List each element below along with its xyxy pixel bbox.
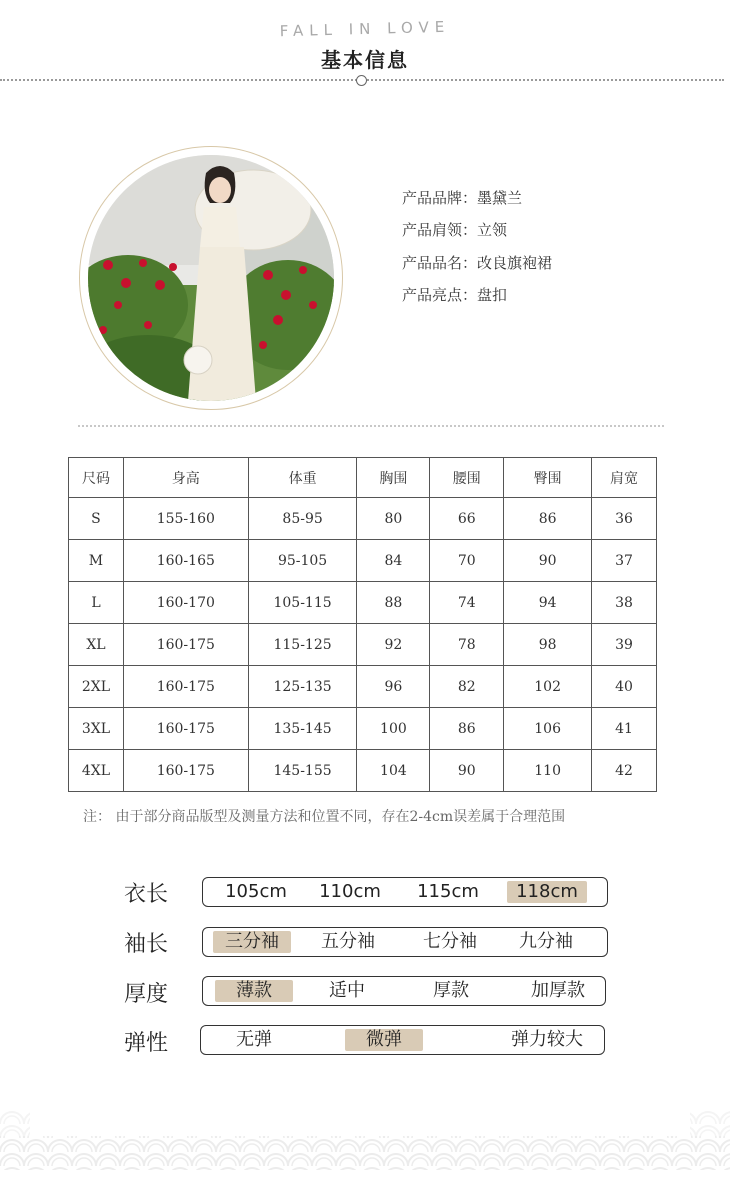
table-cell: 160-175: [123, 750, 248, 792]
table-cell: XL: [69, 624, 124, 666]
table-cell: 94: [504, 582, 592, 624]
table-row: [69, 708, 657, 750]
table-cell: 98: [504, 624, 592, 666]
table-cell: 38: [592, 582, 657, 624]
thickness-option: 适中: [329, 980, 365, 1001]
info-row-name: [402, 252, 552, 273]
sleeve-option: 七分袖: [423, 931, 477, 952]
table-cell: 160-165: [123, 540, 248, 582]
table-cell: 96: [357, 666, 430, 708]
table-cell: 125-135: [248, 666, 357, 708]
table-cell: 104: [357, 750, 430, 792]
table-cell: 82: [430, 666, 504, 708]
table-cell: 135-145: [248, 708, 357, 750]
elasticity-option: 无弹: [236, 1029, 272, 1050]
table-cell: 66: [430, 498, 504, 540]
elasticity-option: 弹力较大: [511, 1029, 583, 1050]
info-label: 产品品名：: [402, 254, 478, 272]
sleeve-option-selected: 三分袖: [213, 931, 291, 953]
table-cell: 78: [430, 624, 504, 666]
section-divider: [78, 425, 664, 427]
table-cell: M: [69, 540, 124, 582]
divider-circle-ornament: [356, 75, 367, 86]
table-cell: 160-170: [123, 582, 248, 624]
column-header: 胸围: [357, 458, 430, 498]
table-cell: 39: [592, 624, 657, 666]
elasticity-option-selected: 微弹: [345, 1029, 423, 1051]
length-option: 115cm: [417, 881, 479, 902]
table-cell: 155-160: [123, 498, 248, 540]
table-cell: 4XL: [69, 750, 124, 792]
table-cell: 102: [504, 666, 592, 708]
attr-label-thickness: 厚度: [124, 982, 169, 1007]
attr-label-length: 衣长: [124, 882, 169, 907]
info-value: 改良旗袍裙: [477, 254, 553, 272]
table-cell: 84: [357, 540, 430, 582]
table-cell: 105-115: [248, 582, 357, 624]
table-cell: 86: [430, 708, 504, 750]
table-cell: 160-175: [123, 624, 248, 666]
table-cell: 160-175: [123, 708, 248, 750]
product-photo: [88, 155, 334, 401]
table-cell: 100: [357, 708, 430, 750]
thickness-option-selected: 薄款: [215, 980, 293, 1002]
table-cell: 42: [592, 750, 657, 792]
column-header: 身高: [123, 458, 248, 498]
thickness-option: 加厚款: [531, 980, 585, 1001]
table-cell: S: [69, 498, 124, 540]
sleeve-option: 五分袖: [321, 931, 375, 952]
length-option: 105cm: [225, 881, 287, 902]
info-label: 产品亮点：: [402, 286, 478, 304]
column-header: 体重: [248, 458, 357, 498]
table-cell: 90: [430, 750, 504, 792]
table-row: [69, 666, 657, 708]
length-option: 110cm: [319, 881, 381, 902]
table-cell: 40: [592, 666, 657, 708]
table-row: [69, 540, 657, 582]
table-header-row: [69, 458, 657, 498]
table-row: [69, 498, 657, 540]
attr-label-sleeve: 袖长: [124, 932, 169, 957]
table-cell: 41: [592, 708, 657, 750]
info-value: 盘扣: [477, 286, 508, 304]
info-label: 产品肩领：: [402, 221, 478, 239]
table-cell: 36: [592, 498, 657, 540]
page-title: 基本信息: [321, 48, 409, 72]
column-header: 尺码: [69, 458, 124, 498]
table-cell: 90: [504, 540, 592, 582]
table-cell: 70: [430, 540, 504, 582]
table-cell: 80: [357, 498, 430, 540]
table-cell: 86: [504, 498, 592, 540]
table-row: [69, 582, 657, 624]
column-header: 肩宽: [592, 458, 657, 498]
table-cell: 92: [357, 624, 430, 666]
thickness-scale: [202, 976, 606, 1006]
table-row: [69, 750, 657, 792]
table-cell: 37: [592, 540, 657, 582]
length-option-selected: 118cm: [507, 881, 587, 903]
info-row-collar: [402, 219, 507, 240]
table-cell: 110: [504, 750, 592, 792]
length-scale: [202, 877, 608, 907]
footer-wave-decoration: [0, 1110, 730, 1170]
table-cell: 106: [504, 708, 592, 750]
header-tagline: FALL IN LOVE: [279, 17, 451, 41]
table-cell: 3XL: [69, 708, 124, 750]
info-label: 产品品牌：: [402, 189, 478, 207]
table-cell: 2XL: [69, 666, 124, 708]
size-table: [68, 457, 657, 792]
table-cell: 74: [430, 582, 504, 624]
measurement-note: 注： 由于部分商品版型及测量方法和位置不同，存在2-4cm误差属于合理范围: [83, 809, 566, 825]
table-cell: 88: [357, 582, 430, 624]
info-row-highlight: [402, 284, 507, 305]
table-cell: 160-175: [123, 666, 248, 708]
table-cell: 85-95: [248, 498, 357, 540]
sleeve-scale: [202, 927, 608, 957]
info-value: 墨黛兰: [477, 189, 523, 207]
table-row: [69, 624, 657, 666]
column-header: 腰围: [430, 458, 504, 498]
table-cell: L: [69, 582, 124, 624]
column-header: 臀围: [504, 458, 592, 498]
sleeve-option: 九分袖: [519, 931, 573, 952]
info-row-brand: [402, 187, 522, 208]
elasticity-scale: [200, 1025, 605, 1055]
table-cell: 115-125: [248, 624, 357, 666]
table-cell: 145-155: [248, 750, 357, 792]
thickness-option: 厚款: [433, 980, 469, 1001]
attr-label-elasticity: 弹性: [124, 1031, 169, 1056]
table-cell: 95-105: [248, 540, 357, 582]
info-value: 立领: [477, 221, 508, 239]
